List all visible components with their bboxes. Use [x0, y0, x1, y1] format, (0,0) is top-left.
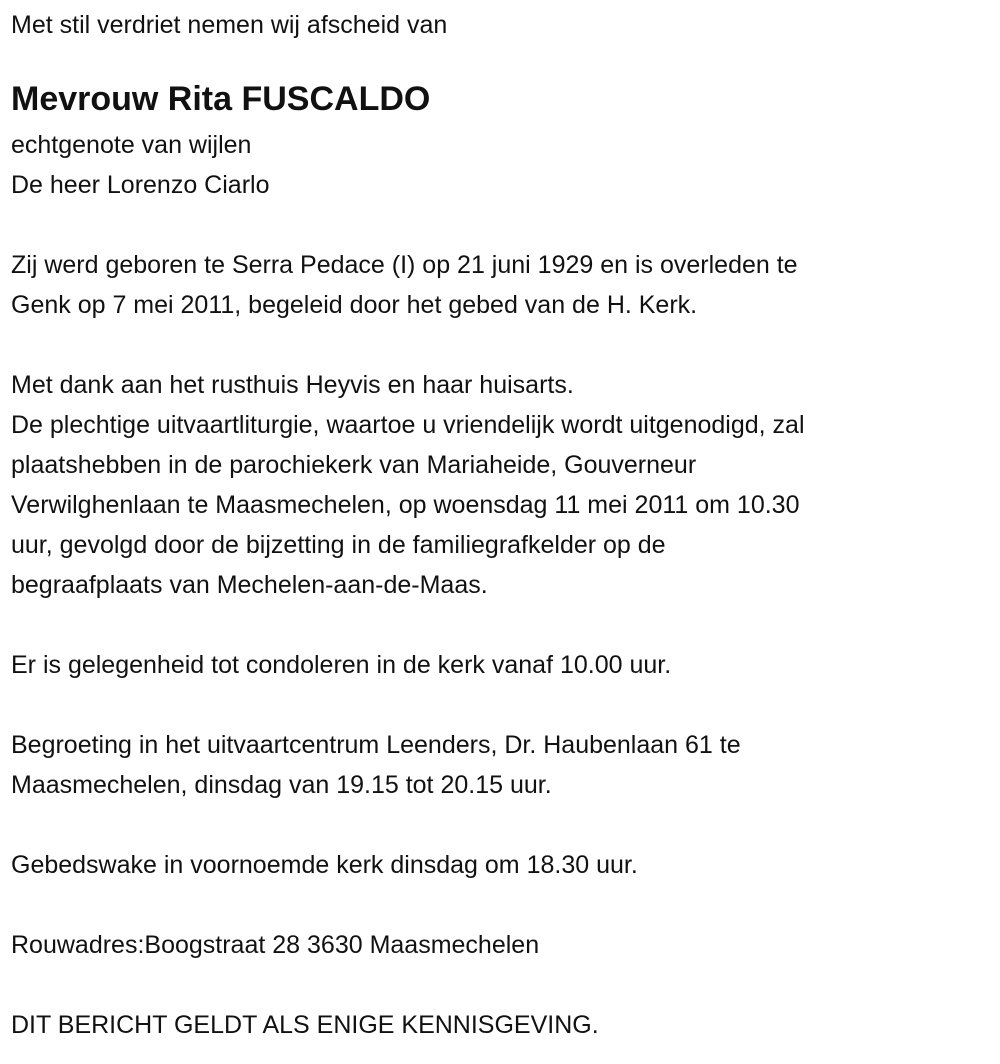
intro-text: Met stil verdriet nemen wij afscheid van — [11, 11, 448, 39]
funeral-line: Verwilghenlaan te Maasmechelen, op woensdag 11 mei 2011 om 10.30 — [11, 491, 800, 519]
funeral-line: Met dank aan het rusthuis Heyvis en haar huisarts. — [11, 371, 574, 399]
greeting-line: Maasmechelen, dinsdag van 19.15 tot 20.15 uur. — [11, 771, 552, 799]
condolences-text: Er is gelegenheid tot condoleren in de kerk vanaf 10.00 uur. — [11, 651, 672, 679]
spouse-line: echtgenote van wijlen — [11, 131, 252, 159]
funeral-line: De plechtige uitvaartliturgie, waartoe u vriendelijk wordt uitgenodigd, zal — [11, 411, 805, 439]
funeral-line: begraafplaats van Mechelen-aan-de-Maas. — [11, 571, 488, 599]
birth-death-line: Genk op 7 mei 2011, begeleid door het gebed van de H. Kerk. — [11, 291, 698, 319]
death-notice — [11, 5, 805, 1045]
deceased-name: Mevrouw Rita FUSCALDO — [11, 80, 431, 118]
greeting-line: Begroeting in het uitvaartcentrum Leenders, Dr. Haubenlaan 61 te — [11, 731, 741, 759]
vigil-text: Gebedswake in voornoemde kerk dinsdag om 18.30 uur. — [11, 851, 638, 879]
spouse-line: De heer Lorenzo Ciarlo — [11, 171, 270, 199]
funeral-line: uur, gevolgd door de bijzetting in de familiegrafkelder op de — [11, 531, 666, 559]
birth-death-line: Zij werd geboren te Serra Pedace (I) op 21 juni 1929 en is overleden te — [11, 251, 798, 279]
mourning-address: Rouwadres:Boogstraat 28 3630 Maasmechelen — [11, 931, 540, 959]
funeral-line: plaatshebben in de parochiekerk van Mariaheide, Gouverneur — [11, 451, 697, 479]
official-notice: DIT BERICHT GELDT ALS ENIGE KENNISGEVING. — [11, 1011, 599, 1039]
